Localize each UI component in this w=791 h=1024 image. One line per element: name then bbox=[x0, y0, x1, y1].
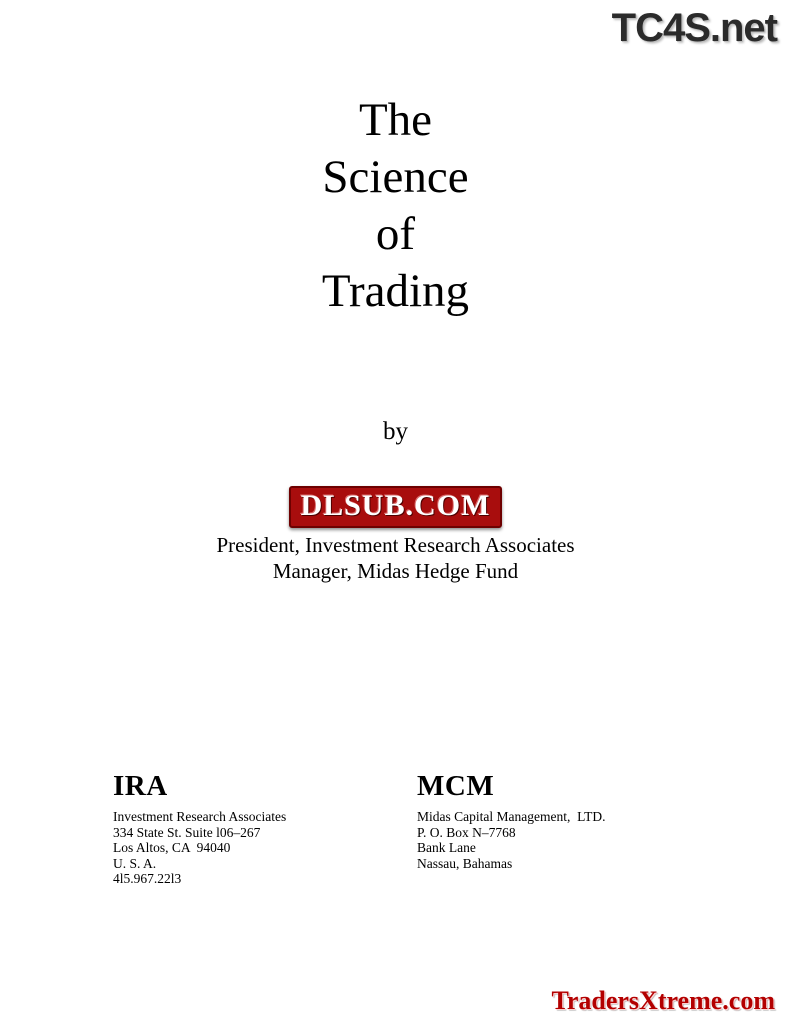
title-line-2: Science bbox=[322, 151, 469, 203]
document-title bbox=[0, 92, 791, 320]
address-line: P. O. Box N–7768 bbox=[417, 824, 516, 840]
address-heading-mcm: MCM bbox=[417, 770, 495, 802]
address-line: Bank Lane bbox=[417, 840, 476, 855]
address-line: 334 State St. Suite l06–267 bbox=[113, 824, 261, 840]
address-line: Midas Capital Management, LTD. bbox=[417, 809, 606, 824]
address-line: Investment Research Associates bbox=[113, 809, 287, 824]
redaction-stamp-label: DLSUB.COM bbox=[289, 486, 503, 528]
address-line: 4l5.967.22l3 bbox=[113, 871, 182, 886]
address-column-ira bbox=[113, 770, 286, 887]
title-line-3: of bbox=[375, 208, 416, 260]
title-line-4: Trading bbox=[321, 265, 470, 317]
watermark-bottom-right: TradersXtreme.com bbox=[551, 986, 775, 1015]
affiliation-line-1: President, Investment Research Associates bbox=[216, 533, 575, 557]
affiliation-line-2: Manager, Midas Hedge Fund bbox=[272, 559, 519, 583]
title-line-1: The bbox=[358, 94, 433, 146]
address-heading-ira: IRA bbox=[113, 770, 168, 802]
author-name-redaction bbox=[0, 486, 791, 528]
byline: by bbox=[383, 418, 408, 445]
address-line: U. S. A. bbox=[113, 855, 157, 871]
address-line: Nassau, Bahamas bbox=[417, 855, 513, 871]
address-line: Los Altos, CA 94040 bbox=[113, 840, 231, 855]
author-affiliations bbox=[0, 532, 791, 584]
watermark-top-right: TC4S.net bbox=[611, 6, 777, 50]
address-column-mcm bbox=[417, 770, 605, 871]
